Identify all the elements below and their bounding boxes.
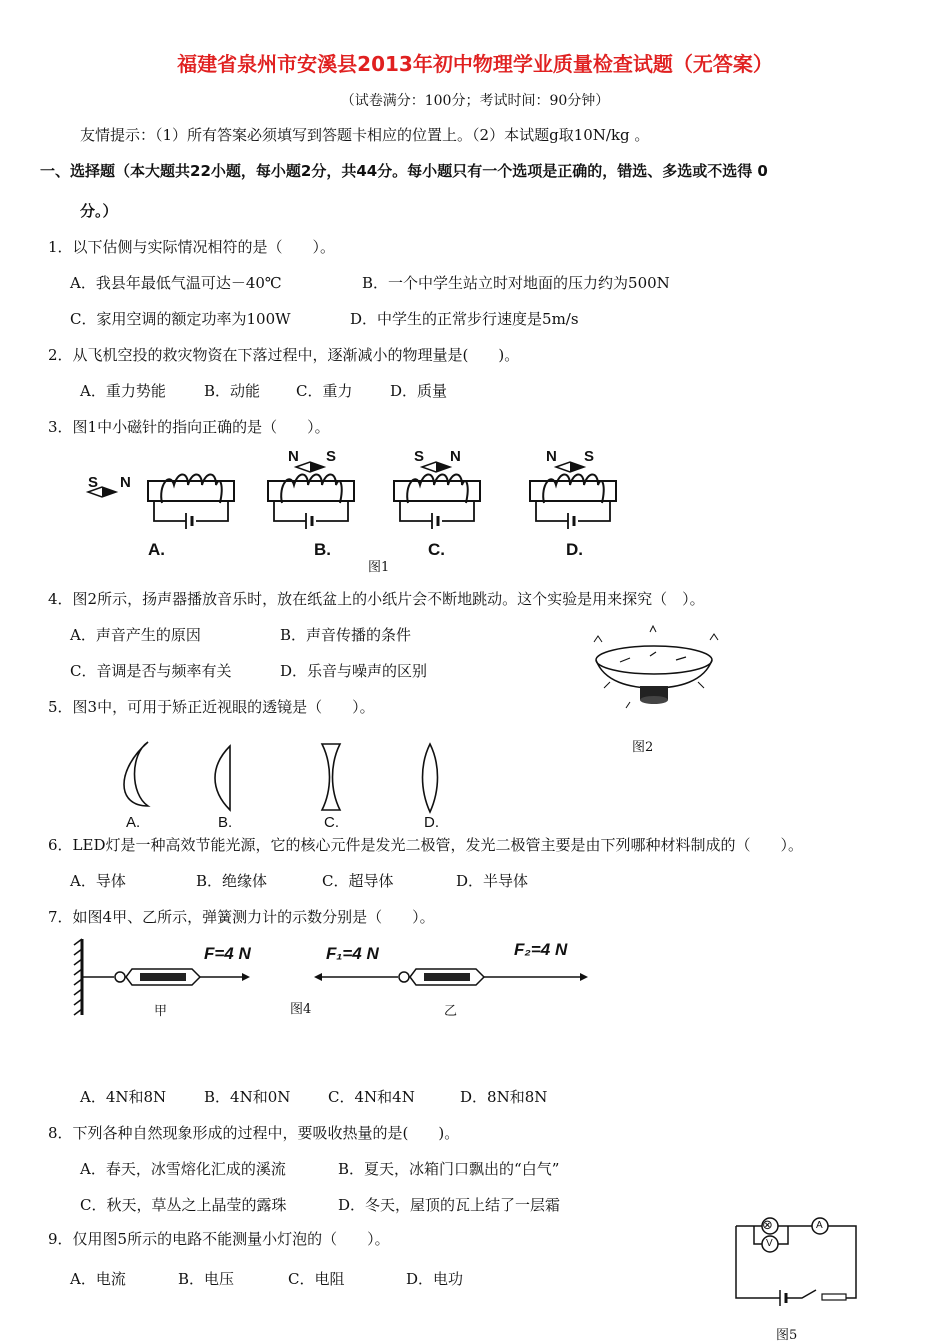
figure-5-circuit	[732, 1218, 862, 1308]
option: B．电压	[178, 1270, 235, 1288]
needle-pole: N	[450, 448, 461, 465]
figure-label: B.	[314, 540, 331, 559]
question-stem: 6．LED灯是一种高效节能光源，它的核心元件是发光二极管，发光二极管主要是由下列哪种材料制成的（ ）。	[48, 836, 803, 854]
figure-1	[0, 445, 950, 565]
figure-caption: 图1	[368, 560, 390, 575]
exam-info: （试卷满分：100分；考试时间：90分钟）	[340, 93, 610, 109]
option: C．家用空调的额定功率为100W	[70, 310, 291, 328]
option: A．声音产生的原因	[70, 626, 201, 644]
compass-needle	[422, 462, 450, 472]
option: D．8N和8N	[460, 1088, 548, 1106]
option: D．冬天，屋顶的瓦上结了一层霜	[338, 1196, 561, 1214]
compass-needle	[556, 462, 584, 472]
option: A．电流	[70, 1270, 126, 1288]
option: A．导体	[70, 872, 126, 890]
option: D．中学生的正常步行速度是5m/s	[350, 310, 579, 328]
question-stem: 4．图2所示，扬声器播放音乐时，放在纸盆上的小纸片会不断地跳动。这个实验是用来探究（ ）。	[48, 590, 705, 608]
needle-pole: S	[584, 448, 595, 465]
option: B．声音传播的条件	[280, 626, 412, 644]
figure-label: C.	[428, 540, 445, 559]
section-heading-cont: 分。）	[80, 202, 118, 220]
needle-pole: S	[88, 474, 99, 491]
lens-plano-convex	[215, 746, 230, 810]
force-label: F=4 N	[204, 944, 251, 963]
option: D．乐音与噪声的区别	[280, 662, 428, 680]
friendly-tip: 友情提示：（1）所有答案必须填写到答题卡相应的位置上。（2）本试题g取10N/kg 。	[80, 126, 650, 144]
figure-label: D.	[424, 814, 439, 831]
option: C．4N和4N	[328, 1088, 415, 1106]
option: A．重力势能	[80, 382, 166, 400]
page-title: 福建省泉州市安溪县2013年初中物理学业质量检查试题（无答案）	[177, 52, 773, 76]
question-stem: 3．图1中小磁针的指向正确的是（ ）。	[48, 418, 330, 436]
lamp-icon: ⊗	[762, 1218, 773, 1233]
question-stem: 9．仅用图5所示的电路不能测量小灯泡的（ ）。	[48, 1230, 390, 1248]
figure-2-speaker	[590, 622, 730, 712]
lens-concave	[322, 744, 340, 810]
needle-pole: S	[414, 448, 425, 465]
option: D．质量	[390, 382, 448, 400]
force-label: F₂=4 N	[514, 940, 568, 959]
option: A．我县年最低气温可达－40℃	[70, 274, 282, 292]
needle-pole: N	[546, 448, 557, 465]
option: B．一个中学生站立时对地面的压力约为500N	[362, 274, 670, 292]
figure-3-lenses	[110, 740, 510, 830]
option: C．重力	[296, 382, 353, 400]
option: C．超导体	[322, 872, 394, 890]
voltmeter-symbol: V	[766, 1238, 773, 1249]
option: C．音调是否与频率有关	[70, 662, 232, 680]
figure-label: B.	[218, 814, 233, 831]
option: C．电阻	[288, 1270, 345, 1288]
option: B．夏天，冰箱门口飘出的“白气”	[338, 1160, 560, 1178]
figure-label: A.	[148, 540, 165, 559]
spring-scale-a	[82, 969, 250, 985]
lens-convex	[423, 744, 438, 812]
option: B．4N和0N	[204, 1088, 291, 1106]
question-stem: 8．下列各种自然现象形成的过程中，要吸收热量的是( )。	[48, 1124, 460, 1142]
section-heading: 一、选择题（本大题共22小题，每小题2分，共44分。每小题只有一个选项是正确的，错选、多选或不选得 0	[40, 162, 768, 180]
option: A．4N和8N	[80, 1088, 167, 1106]
question-stem: 7．如图4甲、乙所示，弹簧测力计的示数分别是（ ）。	[48, 908, 435, 926]
question-stem: 1．以下估侧与实际情况相符的是（ ）。	[48, 238, 336, 256]
force-label: F₁=4 N	[326, 944, 379, 963]
option: C．秋天，草丛之上晶莹的露珠	[80, 1196, 287, 1214]
question-stem: 5．图3中，可用于矫正近视眼的透镜是（ ）。	[48, 698, 375, 716]
figure-label: 甲	[154, 1004, 168, 1019]
figure-label: D.	[566, 540, 583, 559]
option: B．动能	[204, 382, 261, 400]
needle-pole: S	[326, 448, 337, 465]
needle-pole: N	[120, 474, 131, 491]
figure-caption: 图2	[632, 740, 654, 755]
option: A．春天，冰雪熔化汇成的溪流	[80, 1160, 286, 1178]
compass-needle	[296, 462, 324, 472]
figure-label: C.	[324, 814, 339, 831]
figure-label: 乙	[444, 1004, 458, 1019]
figure-caption: 图4	[290, 1002, 312, 1017]
question-stem: 2．从飞机空投的救灾物资在下落过程中，逐渐减小的物理量是( )。	[48, 346, 520, 364]
option: B．绝缘体	[196, 872, 268, 890]
figure-caption: 图5	[776, 1328, 798, 1343]
wall	[74, 939, 82, 1015]
spring-scale-b	[314, 969, 588, 985]
ammeter-symbol: A	[816, 1220, 823, 1231]
option: D．电功	[406, 1270, 464, 1288]
figure-label: A.	[126, 814, 141, 831]
lens-meniscus	[124, 742, 148, 806]
needle-pole: N	[288, 448, 299, 465]
option: D．半导体	[456, 872, 529, 890]
